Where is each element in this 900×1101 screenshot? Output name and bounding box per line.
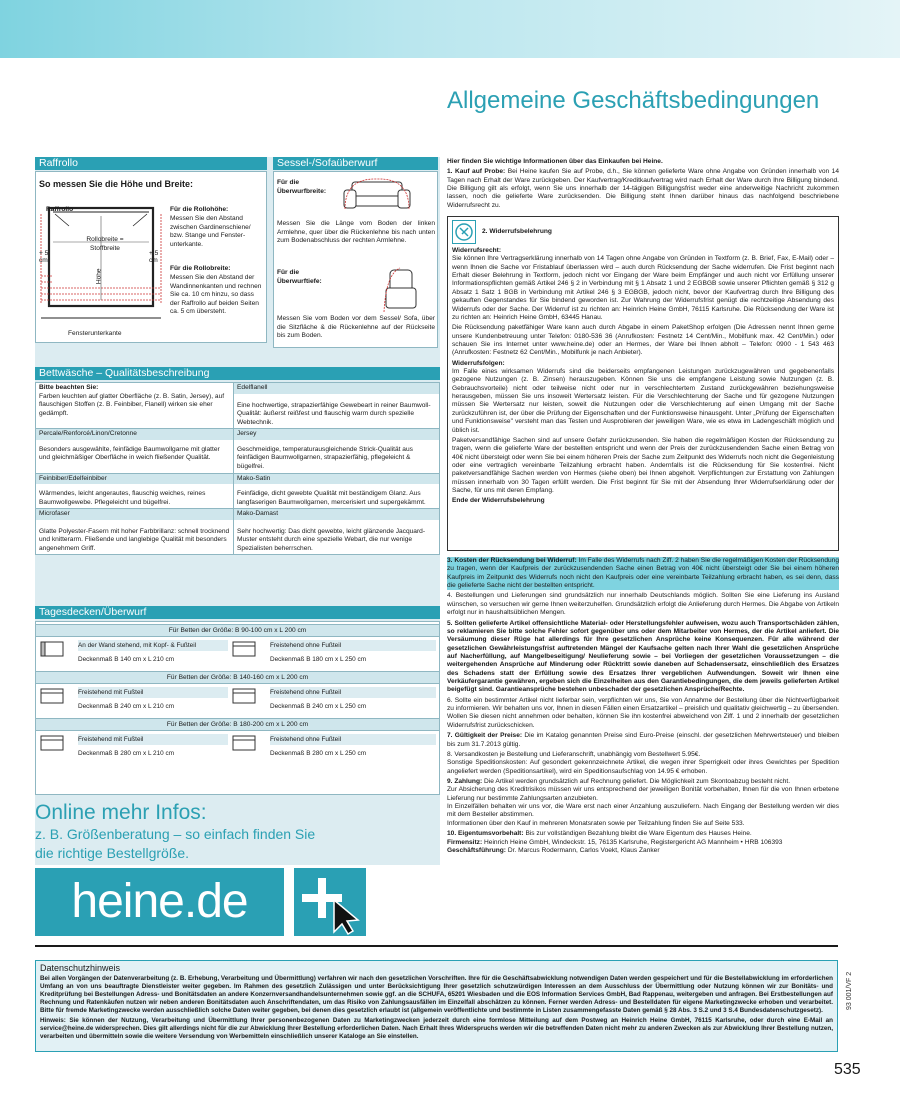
td-2-l2: Deckenmaß B 280 cm x L 210 cm bbox=[78, 750, 175, 757]
bett-r2-text: Feinfädige, dicht gewebte Qualität mit beständigem Glanz. Aus langfaserigen Baumwollgarnen, mercerisiert und supergekämmt. bbox=[237, 490, 426, 506]
raffrollo-subtitle: So messen Sie die Höhe und Breite: bbox=[39, 179, 194, 189]
firmensitz-label: Firmensitz: bbox=[447, 838, 483, 846]
widerrufsfolgen-head: Widerrufsfolgen: bbox=[452, 359, 505, 367]
side-code: 93 001/VF 2 bbox=[846, 971, 853, 1010]
sessel-breite-title: Für die Überwurfbreite: bbox=[277, 179, 327, 195]
agb-p9d: Informationen über den Kauf in mehreren Monatsraten sowie per Teilzahlung finden Sie auf Seite 533. bbox=[447, 819, 745, 827]
agb-p8a: 8. Versandkosten je Bestellung und Lieferanschrift, unabhängig vom Bestellwert 5.95€. bbox=[447, 750, 701, 758]
bett-cell-r3 bbox=[234, 509, 440, 555]
agb-p9a-text: Die Artikel werden grundsätzlich auf Rechnung geliefert. Die Möglichkeit zum Skontoabzug besteht nicht. bbox=[484, 777, 791, 785]
agb-p3 bbox=[447, 557, 839, 590]
bed-icon bbox=[40, 687, 64, 705]
agb-lower-section bbox=[447, 557, 839, 857]
sofa-icon bbox=[342, 176, 412, 214]
bett-cell-l0 bbox=[36, 383, 234, 429]
agb-p9 bbox=[447, 778, 839, 786]
bettwaesche-table bbox=[35, 382, 440, 555]
tagesdecken-header: Tagesdecken/Überwurf bbox=[35, 606, 440, 619]
plus-button[interactable] bbox=[294, 868, 366, 936]
page-number: 535 bbox=[834, 1061, 861, 1078]
td-1-r2: Deckenmaß B 240 cm x L 250 cm bbox=[270, 703, 367, 710]
agb-p5: 5. Sollten gelieferte Artikel offensichtliche Material- oder Herstellungsfehler aufweisen, wozu auch Transportschäden zählen, so reklamieren Sie bitte solche Fehler sofort gegenüber uns oder dem Mitarbeiter von Hermes, der die Artikel anliefert. Die Versäumung dieser Rüge hat allerdings für Ihre gesetzlichen Ansprüche keine Konsequenzen. Für alle während der gesetzlichen Gewährleistungsfrist auftretenden Mängel der Kaufsache gelten nach Ihrer Wahl die gesetzlichen Ansprüche auf Nacherfüllung, auf Mangelbeseitigung/ Neulieferung sowie – bei Vorliegen der gesetzlichen Voraussetzungen – die weitergehenden Ansprüche auf Minderung oder Rücktritt sowie daneben auf Schadensersatz, einschließlich des Ersatzes des Schadens statt der Erfüllung sowie des Ersatzes Ihrer vergeblichen Aufwendungen. Soweit wir Ihnen eine Verkäufergarantie gewähren, ergeben sich die Einzelheiten aus den Garantiebedingungen, die dem jeweils gelieferten Artikel beigefügt sind. Garantieansprüche bestehen unbeschadet der gesetzlichen Ansprüche/Rechte. bbox=[447, 619, 839, 694]
raffrollo-breite-text: Messen Sie den Abstand der Wandinnenkanten und rechnen Sie ca. 10 cm hinzu, so dass der Raffrollo auf beiden Seiten ca. 5 cm übersteht. bbox=[170, 274, 262, 316]
agb-p1-head: 1. Kauf auf Probe: bbox=[447, 168, 506, 176]
widerrufsfolgen-text-2: Paketversandfähige Sachen sind auf unsere Gefahr zurückzusenden. Sie haben die regelmäßigen Kosten der Rücksendung zu tragen, wenn die gelieferte Ware der bestellten entspricht und wenn der Preis der zurückzusendenden Sache einen Betrag von 40€ nicht übersteigt oder wenn Sie bei einem höheren Preis der Sache zum Zeitpunkt des Widerrufs noch nicht die Gegenleistung oder eine vertraglich vereinbarte Teilzahlung erbracht haben. Andernfalls ist die Rücksendung für Sie kostenfrei. Nicht paketversandfähige Sachen werden von Hermes (siehe oben) bei Ihnen abgeholt. Verpflichtungen zur Erstattung von Zahlungen müssen innerhalb von 30 Tagen erfüllt werden. Die Frist beginnt für Sie mit der Absendung Ihrer Widerrufserklärung oder der Sache, für uns mit deren Empfang. bbox=[452, 436, 834, 495]
agb-p1-text: Bei Heine kaufen Sie auf Probe, d.h., Sie können gelieferte Ware ohne Angabe von Gründen innerhalb von 14 Tagen nach Erhalt der Ware zurückgeben. Der Kaufvertrag/Kreditkaufvertrag wird nach Erhalt der Ware durch Ihre Billigung bindend. Die Billigung gilt als erfolgt, wenn Sie uns innerhalb der 14-tägigen Billigungsfrist weder eine anderweitige Nachricht zukommen lassen, noch die gelieferte Ware zurücksenden. Die Billigung steht Ihnen darüber hinaus das nachfolgend beschriebene Widerrufsrecht zu. bbox=[447, 168, 840, 209]
bed-icon bbox=[232, 734, 256, 752]
bett-r3-text: Sehr hochwertig: Das dicht gewebte, leicht glänzende Jacquard-Muster entsteht durch eine spezielle Webart, die nur wenige Spezialisten beherrschen. bbox=[237, 527, 426, 552]
widerruf-title-row bbox=[452, 220, 834, 244]
widerruf-end: Ende der Widerrufsbelehrung bbox=[452, 497, 545, 505]
armchair-icon bbox=[382, 266, 422, 316]
sessel-tiefe-text: Messen Sie vom Boden vor dem Sessel/ Sofa, über die Sitzfläche & die Rückenlehne auf der Rückseite bis zum Boden. bbox=[277, 315, 435, 340]
phone-icon bbox=[452, 220, 476, 244]
agb-intro: Hier finden Sie wichtige Informationen über das Einkaufen bei Heine. bbox=[447, 158, 663, 165]
agb-p7 bbox=[447, 732, 839, 749]
bett-l3-head: Microfaser bbox=[36, 509, 233, 520]
sessel-breite-text: Messen Sie die Länge vom Boden der linken Armlehne, quer über die Rückenlehne bis nach unten zum Bodenabschluss der rechten Armlehne. bbox=[277, 220, 435, 245]
raffrollo-left-margin: + 5 cm bbox=[39, 250, 49, 265]
gf-text: Dr. Marcus Rodermann, Carlos Voekt, Klaus Zanker bbox=[507, 846, 660, 854]
plus-cursor-icon bbox=[294, 868, 366, 936]
td-size-1: Für Betten der Größe: B 140-160 cm x L 200 cm bbox=[35, 671, 440, 684]
bettwaesche-header: Bettwäsche – Qualitätsbeschreibung bbox=[35, 367, 440, 380]
td-1-l2: Deckenmaß B 240 cm x L 210 cm bbox=[78, 703, 175, 710]
sessel-box bbox=[273, 171, 438, 348]
raffrollo-box bbox=[35, 171, 267, 343]
gf-label: Geschäftsführung: bbox=[447, 846, 506, 854]
agb-p9c: In Einzelfällen behalten wir uns vor, die Ware erst nach einer Anzahlung auszuliefern. Nach Eingang der Bestellung werden wir dies mit dem Besteller abstimmen. bbox=[447, 803, 839, 819]
sessel-header: Sessel-/Sofaüberwurf bbox=[273, 157, 438, 170]
raffrollo-hoehe-label: Höhe bbox=[95, 268, 103, 285]
agb-p6: 6. Sollte ein bestimmter Artikel nicht lieferbar sein, verpflichten wir uns, Sie von Annahme der Bestellung über die Nichtverfügbarkeit zu informieren. Wir behalten uns vor, Ihnen in diesen Fällen einen Ersatzartikel – preislich und qualitativ gleichwertig – zu übersenden. Wollen Sie diesen nicht annehmen oder behalten, können Sie ihn kostenfrei abweichend von Ziff. 1 und 2 innerhalb der gesetzlichen Widerrufsfrist zurückschicken. bbox=[447, 696, 839, 729]
raffrollo-header: Raffrollo bbox=[35, 157, 267, 170]
top-banner bbox=[0, 0, 900, 58]
agb-p3-text: Im Falle des Widerrufs nach Ziff. 2 haben Sie die regelmäßigen Kosten der Rücksendung zu tragen, wenn der Kaufpreis der zurückzusendenden Sache einen Betrag von 40€ nicht übersteigt oder Sie bei einem höheren Kaufpreis im Zeitpunkt des Widerrufs noch nicht den Kaufpreis oder eine vereinbarte Teilzahlung erbracht haben, es sei denn, dass die gelieferte Sache nicht der bestellten entspricht. bbox=[447, 557, 839, 590]
divider-line bbox=[35, 945, 838, 947]
agb-p3-head: 3. Kosten der Rücksendung bei Widerruf: bbox=[447, 557, 577, 564]
td-0-r1: Freistehend ohne Fußteil bbox=[270, 640, 436, 651]
bed-icon bbox=[40, 640, 64, 658]
hinweis-text: Sie können der Nutzung, Verarbeitung und Übermittlung Ihrer personenbezogenen Daten zu Marketingzwecken jederzeit durch eine formlose Mitteilung auf dem Postweg an Heinrich Heine GmbH, 76115 Karlsruhe, oder durch eine E-Mail an service@heine.de widersprechen. Dies gilt allerdings nicht für die zur Abwicklung Ihrer Bestellung erforderlichen Daten. Nach Erhalt Ihres Widerspruchs werden wir die betreffenden Daten nicht mehr zu anderen Zwecken als zur Abwicklung Ihrer Bestellung nutzen, verarbeiten und übermitteln sowie die weitere Versendung von Werbemitteln einschließlich unserer Kataloge an Sie einstellen. bbox=[40, 1016, 833, 1040]
bett-r1-text: Geschmeidige, temperaturausgleichende Strick-Qualität aus feinfädigen Baumwollgarnen, strapazierfähig, pflegeleicht & bügelfrei. bbox=[237, 445, 413, 470]
bett-l2-head: Feinbiber/Edelfeinbiber bbox=[36, 474, 233, 485]
agb-firmensitz bbox=[447, 839, 839, 847]
raffrollo-breite-label: Rollobreite = Stoffbreite bbox=[86, 236, 124, 252]
sessel-tiefe-title: Für die Überwurftiefe: bbox=[277, 269, 322, 285]
bed-icon bbox=[232, 640, 256, 658]
bed-icon bbox=[232, 687, 256, 705]
td-1-r1: Freistehend ohne Fußteil bbox=[270, 687, 436, 698]
datenschutz-box bbox=[35, 960, 838, 1052]
raffrollo-fenster-label: Fensterunterkante bbox=[68, 330, 122, 337]
bett-r0-head: Edelflanell bbox=[234, 383, 439, 394]
bett-l2-text: Wärmendes, leicht angerautes, flauschig weiches, reines Baumwollgewebe. Pflegeleicht und bügelfrei. bbox=[39, 490, 206, 506]
bett-cell-r2 bbox=[234, 473, 440, 509]
td-1-l1: Freistehend mit Fußteil bbox=[78, 687, 228, 698]
firmensitz-text: Heinrich Heine GmbH, Windeckstr. 15, 76135 Karlsruhe, Registergericht AG Mannheim • HRB 106393 bbox=[484, 838, 783, 846]
bett-l3-text: Glatte Polyester-Fasern mit hoher Farbbrillanz: schnell trocknend und knitterarm. Fließende und langlebige Qualität mit besonders angenehmem Griff. bbox=[39, 527, 230, 552]
bett-l0-text: Farben leuchten auf glatter Oberfläche (z. B. Satin, Jersey), auf flauschigen Stoffen (z. B. Feinbiber, Flanell) wirken sie eher gedämpft. bbox=[39, 392, 225, 417]
bett-r2-head: Mako-Satin bbox=[234, 474, 439, 485]
agb-p9b: Zur Absicherung des Kreditrisikos müssen wir uns entsprechend der jeweiligen Bonität vorbehalten, Ihnen für die von Ihnen erbetene Lieferung nur bestimmte Zahlungsarten anzubieten. bbox=[447, 786, 839, 802]
widerruf-title: 2. Widerrufsbelehrung bbox=[482, 227, 552, 235]
agb-p4: 4. Bestellungen und Lieferungen sind grundsätzlich nur innerhalb Deutschlands möglich. Sollten Sie eine Lieferung ins Ausland wünschen, so versuchen wir gerne Ihnen weiterzuhelfen. Grundsätzlich erfolgt die Anlieferung durch Hermes. Die Abgabe von Artikeln erfolgt nur in haushaltsüblichen Mengen. bbox=[447, 592, 839, 617]
raffrollo-breite-title: Für die Rollobreite: bbox=[170, 265, 231, 272]
td-size-2: Für Betten der Größe: B 180-200 cm x L 200 cm bbox=[35, 718, 440, 731]
agb-p8b: Sonstige Speditionskosten: Auf gesondert gekennzeichnete Artikel, die wegen ihrer Sperrigkeit oder ihres Gewichtes per Spedition angeliefert werden (Speditionsartikel), wird ein Speditionsaufschlag von 14.95 € erhoben. bbox=[447, 759, 839, 775]
raffrollo-hoehe-title: Für die Rollohöhe: bbox=[170, 206, 229, 213]
agb-p10 bbox=[447, 830, 839, 838]
bett-cell-r0 bbox=[234, 383, 440, 429]
bett-r0-text: Eine hochwertige, strapazierfähige Gewebeart in reiner Baumwoll-Qualität: äußerst reißfest und flauschig warm durch spezielle Webtechnik. bbox=[237, 401, 431, 426]
agb-p1 bbox=[447, 168, 839, 210]
widerrufsfolgen-text-1: Im Falle eines wirksamen Widerrufs sind die beiderseits empfangenen Leistungen zurückzugewähren und gegebenenfalls gezogene Nutzungen (z. B. Zinsen) herauszugeben. Können Sie uns die empfangene Leistung sowie Nutzungen (z. B. Gebrauchsvorteile) nicht oder teilweise nicht oder nur in verschlechtertem Zustand zurückgewähren beziehungsweise herausgeben, müssen Sie uns insoweit Wertersatz leisten. Für die Verschlechterung der Sache und für gezogene Nutzungen müssen Sie Wertersatz nur leisten, soweit die Nutzungen oder die Verschlechterung auf einen Umgang mit der Sache zurückzuführen ist, der über die Prüfung der Eigenschaften und der Funktionsweise hinausgeht. Unter „Prüfung der Eigenschaften und Funktionsweise" versteht man das Testen und Ausprobieren der jeweiligen Ware, wie es etwa im Ladengeschäft möglich und üblich ist. bbox=[452, 368, 834, 434]
raffrollo-diagram-label: Raffrollo bbox=[46, 206, 74, 213]
raffrollo-right-margin: + 5 cm bbox=[149, 250, 159, 265]
datenschutz-hinweis bbox=[40, 1017, 833, 1041]
raffrollo-hoehe-text: Messen Sie den Abstand zwischen Gardinenschiene/ bzw. Stange und Fenster-unterkante. bbox=[170, 215, 251, 248]
bett-cell-l1 bbox=[36, 429, 234, 473]
td-0-r2: Deckenmaß B 180 cm x L 250 cm bbox=[270, 656, 367, 663]
bett-r3-head: Mako-Damast bbox=[234, 509, 439, 520]
bed-icon bbox=[40, 734, 64, 752]
td-2-r1: Freistehend ohne Fußteil bbox=[270, 734, 436, 745]
td-0-l2: Deckenmaß B 140 cm x L 210 cm bbox=[78, 656, 175, 663]
bett-l0-head: Bitte beachten Sie: bbox=[39, 384, 99, 391]
agb-p10-head: 10. Eigentumsvorbehalt: bbox=[447, 830, 524, 838]
td-0-l1: An der Wand stehend, mit Kopf- & Fußteil bbox=[78, 640, 228, 651]
agb-p7-text: Die im Katalog genannten Preise sind Euro-Preise (einschl. der gesetzlichen Mehrwertsteuer) und bleiben bis zum 31.7.2013 gültig. bbox=[447, 732, 839, 748]
agb-p10-text: Bis zur vollständigen Bezahlung bleibt die Ware Eigentum des Hauses Heine. bbox=[525, 830, 752, 838]
online-subline-1: z. B. Größenberatung – so einfach finden Sie bbox=[35, 826, 316, 842]
bett-l1-head: Percale/Renforcé/Linon/Cretonne bbox=[36, 429, 233, 440]
widerrufsrecht-head: Widerrufsrecht: bbox=[452, 247, 502, 254]
bett-cell-l3 bbox=[36, 509, 234, 555]
bett-r1-head: Jersey bbox=[234, 429, 439, 440]
hinweis-head: Hinweis: bbox=[40, 1016, 66, 1024]
bett-cell-l2 bbox=[36, 473, 234, 509]
page-title: Allgemeine Geschäftsbedingungen bbox=[447, 87, 820, 114]
datenschutz-header: Datenschutzhinweis bbox=[40, 963, 121, 973]
agb-geschaeftsfuehrung bbox=[447, 847, 839, 855]
bett-l1-text: Besonders ausgewählte, feinfädige Baumwollgarne mit glatter und gleichmäßiger Oberfläche in weich fließender Qualität. bbox=[39, 445, 220, 462]
widerrufsbelehrung-box bbox=[447, 216, 839, 551]
agb-intro-section bbox=[447, 158, 839, 212]
online-subline-2: die richtige Bestellgröße. bbox=[35, 845, 190, 861]
datenschutz-text: Bei allen Vorgängen der Datenverarbeitung (z. B. Erhebung, Verarbeitung und Übermittlung) verfahren wir nach den gesetzlichen Vorschriften. Ihre für die Geschäftsabwicklung notwendigen Daten werden gespeichert und für die Bestellabwicklung im erforderlichen Umfang an von uns beauftragte Dienstleister weiter gegeben. Im Rahmen des gesetzlich Zulässigen und unter Berücksichtigung Ihrer gesetzlich schutzwürdigen Interessen an dem Ausschluss der Übermittlung oder Nutzung können wir zur Bonitäts- und Kreditprüfung bei Bestellungen Adress- und Bonitätsdaten an andere Konzernversandhandelsunternehmen sowie ggf. an die SCHUFA, 65201 Wiesbaden und die EOS Information Services GmbH, Bad Rappenau, weitergeben und anfragen. Bei Erstbestellungen auf Rechnung und Ratenkäufen nutzen wir neben anderen Bonitätsdaten auch Anschriftendaten, um das Risiko von Zahlungsausfällen im Einzelfall abschätzen zu können. Ferner werden Adress- und Bestelldaten für eigene Marketingzwecke erhoben und verarbeitet. Bitte für fremde Marketingzwecke werden ausschließlich solche Daten weiter gegeben, bei denen dies gesetzlich erlaubt ist (allgemein veröffentlichte und bestimmte in Listen zusammengefasste Daten gemäß § 28 Abs. 3 S.2 und 3 S.4 Bundesdatenschutzgesetz). bbox=[40, 975, 833, 1014]
agb-p7-head: 7. Gültigkeit der Preise: bbox=[447, 732, 523, 740]
td-2-l1: Freistehend mit Fußteil bbox=[78, 734, 228, 745]
td-size-0: Für Betten der Größe: B 90-100 cm x L 200 cm bbox=[35, 624, 440, 637]
agb-p9-head: 9. Zahlung: bbox=[447, 777, 483, 785]
widerrufsrecht-text-2: Die Rücksendung paketfähiger Ware kann auch durch Abgabe in einem PaketShop erfolgen (Die Adressen nennt Ihnen gerne unsere Kundenbetreuung unter Telefon: 0180-536 36 (Anrufkosten: Festnetz 14 Cent/Min., Mobilfunk max. 42 Cent/Min.) oder schauen Sie ins Internet unter www.heine.de) oder an Hermes, der Ware bei Ihnen abholt – Telefon: 0900 - 1 543 463 (Anrufkosten: Festnetz 62 Cent/Min., Mobilfunk je nach Anbieter). bbox=[452, 324, 834, 357]
bett-cell-r1 bbox=[234, 429, 440, 473]
widerrufsrecht-text-1: Sie können Ihre Vertragserklärung innerhalb von 14 Tagen ohne Angabe von Gründen in Textform (z. B. Brief, Fax, E-Mail) oder – wenn Ihnen die Sache vor Fristablauf überlassen wird – auch durch Rücksendung der Sache widerrufen. Die Frist beginnt nach Erhalt dieser Belehrung in Textform, jedoch nicht vor Eingang der Ware beim Empfänger und auch nicht vor Erfüllung unserer Informationspflichten gemäß Artikel 246 § 2 in Verbindung mit § 1 Absatz 1 und 2 EGBGB sowie unserer Pflichten gemäß § 312 g Absatz 1 Satz 1 BGB in Verbindung mit Artikel 246 § 3 EGBGB, jedoch nicht, bevor der Kaufvertrag durch Ihre Billigung des gekauften Gegenstandes für Sie bindend geworden ist. Zur Wahrung der Widerrufsfrist genügt die rechtzeitige Absendung des Widerrufs oder der Sache. Der Widerruf ist zu richten an: Heinrich Heine GmbH, 76115 Karlsruhe. Die Rücksendung der Ware ist zu richten an: Heinrich Heine GmbH, 63445 Hanau. bbox=[452, 255, 834, 321]
online-headline: Online mehr Infos: bbox=[35, 801, 207, 824]
heine-brand-button[interactable]: heine.de bbox=[35, 868, 284, 936]
td-2-r2: Deckenmaß B 280 cm x L 250 cm bbox=[270, 750, 367, 757]
